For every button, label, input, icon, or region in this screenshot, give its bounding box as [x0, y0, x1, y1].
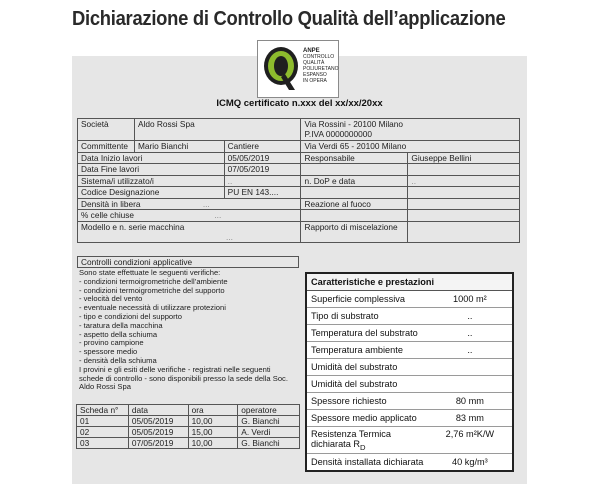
fire-value [408, 198, 520, 210]
table-row [306, 454, 513, 472]
performance-label: Densità installata dichiarata [311, 457, 424, 467]
empty-cell [408, 164, 520, 176]
client-label: Committente [78, 141, 135, 153]
table-row [306, 342, 513, 359]
controls-line: Sono state effettuate le seguenti verifiche: [79, 268, 221, 277]
company-address [301, 119, 520, 141]
control-schedule-table [76, 404, 300, 449]
table-row [306, 308, 513, 325]
density-label: Densità in libera [81, 198, 141, 209]
design-code-label: Codice Designazione [78, 187, 225, 199]
controls-line: - tipo e condizioni del supporto [79, 311, 183, 321]
end-date-label: Data Fine lavori [78, 164, 225, 176]
thermal-resistance-line1: Resistenza Termica [311, 429, 391, 439]
schedule-cell: 01 [77, 416, 129, 427]
responsible-name: Giuseppe Bellini [408, 152, 520, 164]
anpe-q-logo-icon [261, 44, 301, 92]
schedule-header: Scheda n° [77, 405, 129, 416]
dop-value: .. [408, 175, 520, 187]
schedule-cell: A. Verdi [238, 427, 300, 438]
site-label: Cantiere [224, 141, 301, 153]
controls-line: - condizioni termoigrometriche dell’ambiente [79, 276, 228, 286]
machine-value: ... [226, 231, 233, 242]
schedule-cell: 07/05/2019 [128, 438, 188, 449]
logo-line: ESPANSO [303, 72, 327, 78]
table-row [306, 376, 513, 393]
start-date-label [78, 152, 225, 164]
controls-text [77, 268, 299, 393]
schedule-header: operatore [238, 405, 300, 416]
empty-cell [408, 187, 520, 199]
performance-value: .. [428, 342, 513, 359]
company-vat: P.IVA 0000000000 [304, 129, 372, 139]
closed-cells-cell [78, 210, 301, 222]
schedule-header: ora [188, 405, 238, 416]
logo-brand: ANPE [303, 48, 320, 54]
start-date-value: 05/05/2019 [224, 152, 301, 164]
performance-value [428, 359, 513, 376]
controls-line: - aspetto della schiuma [79, 329, 158, 339]
thermal-resistance-subscript: D [360, 442, 366, 452]
start-date-label-text: Data Inizio lavori [81, 152, 143, 163]
closed-cells-value: ... [214, 210, 222, 220]
dop-label: n. DoP e data [301, 175, 408, 187]
empty-cell [301, 187, 408, 199]
performance-label: Umidità del substrato [306, 376, 428, 393]
logo-line: POLIURETANO [303, 66, 339, 72]
schedule-cell: 02 [77, 427, 129, 438]
schedule-header: data [128, 405, 188, 416]
performance-value: 2,76 m²K/W [428, 427, 513, 454]
thermal-resistance-line2: dichiarata R [311, 439, 361, 449]
controls-line: - condizioni termoigrometriche del supporto [79, 285, 225, 295]
table-row [77, 416, 300, 427]
table-row [306, 359, 513, 376]
performance-value: 1000 m² [428, 291, 513, 308]
table-row [306, 325, 513, 342]
controls-line: - taratura della macchina [79, 320, 163, 330]
empty-cell [408, 210, 520, 222]
client-name: Mario Bianchi [134, 141, 224, 153]
certificate-number: ICMQ certificato n.xxx del xx/xx/20xx [216, 98, 383, 109]
header-info-table [77, 118, 520, 243]
end-date-value: 07/05/2019 [224, 164, 301, 176]
empty-cell [301, 164, 408, 176]
performance-label: Spessore richiesto [306, 393, 428, 410]
mix-label: Rapporto di miscelazione [301, 221, 408, 242]
company-label: Società [78, 119, 135, 141]
performance-label: Tipo di substrato [306, 308, 428, 325]
schedule-cell: G. Bianchi [238, 438, 300, 449]
schedule-cell: 15,00 [188, 427, 238, 438]
empty-cell [301, 210, 408, 222]
performance-value: .. [428, 308, 513, 325]
table-row [77, 427, 300, 438]
performance-value: 83 mm [428, 410, 513, 427]
closed-cells-label: % celle chiuse [81, 210, 135, 220]
schedule-cell: 10,00 [188, 416, 238, 427]
design-code-value: PU EN 143.... [224, 187, 301, 199]
table-row [306, 291, 513, 308]
performance-label: Superficie complessiva [306, 291, 428, 308]
table-row [77, 438, 300, 449]
performance-label: Spessore medio applicato [306, 410, 428, 427]
performance-value: 40 kg/m³ [451, 457, 488, 467]
schedule-cell: 03 [77, 438, 129, 449]
performance-value: 80 mm [428, 393, 513, 410]
performance-label: Umidità del substrato [306, 359, 428, 376]
logo-line: CONTROLLO [303, 54, 335, 60]
thermal-resistance-label [306, 427, 428, 454]
table-row [306, 427, 513, 454]
machine-label: Modello e n. serie macchina [81, 221, 185, 232]
performance-value [428, 376, 513, 393]
machine-cell [78, 221, 301, 242]
controls-line: schede di controllo - sono disponibili presso la sede della Soc. [79, 373, 288, 383]
fire-label: Reazione al fuoco [301, 198, 408, 210]
performance-label: Temperatura del substrato [306, 325, 428, 342]
controls-line: - provino campione [79, 338, 144, 348]
logo-line: QUALITÀ [303, 60, 325, 66]
performance-label: Temperatura ambiente [306, 342, 428, 359]
schedule-cell: G. Bianchi [238, 416, 300, 427]
page-heading: Dichiarazione di Controllo Qualità dell’applicazione [72, 8, 506, 30]
controls-line: I provini e gli esiti delle verifiche - registrati nelle seguenti [79, 364, 271, 374]
logo-line: IN OPERA [303, 78, 327, 84]
anpe-quality-logo [257, 40, 339, 98]
company-name: Aldo Rossi Spa [134, 119, 301, 141]
schedule-header-row [77, 405, 300, 416]
performance-title: Caratteristiche e prestazioni [306, 273, 513, 291]
controls-line: - spessore medio [79, 347, 138, 357]
controls-section [77, 256, 299, 393]
controls-line: Aldo Rossi Spa [79, 382, 131, 392]
system-label: Sistema/i utilizzato/i [78, 175, 225, 187]
density-value: ... [202, 198, 210, 209]
density-cell [78, 198, 301, 210]
controls-title: Controlli condizioni applicative [77, 256, 299, 268]
performance-table [305, 272, 514, 472]
mix-value [408, 221, 520, 242]
controls-line: - velocità del vento [79, 294, 143, 304]
table-row [306, 410, 513, 427]
performance-value: .. [428, 325, 513, 342]
schedule-cell: 05/05/2019 [128, 427, 188, 438]
controls-line: - densità della schiuma [79, 355, 157, 365]
responsible-label: Responsabile [301, 152, 408, 164]
performance-header-row [306, 273, 513, 291]
table-row [306, 393, 513, 410]
schedule-cell: 05/05/2019 [128, 416, 188, 427]
system-value: .. [224, 175, 301, 187]
company-address-line: Via Rossini - 20100 Milano [304, 119, 404, 129]
controls-line: - eventuale necessità di utilizzare protezioni [79, 303, 226, 313]
site-address: Via Verdi 65 - 20100 Milano [301, 141, 520, 153]
schedule-cell: 10,00 [188, 438, 238, 449]
